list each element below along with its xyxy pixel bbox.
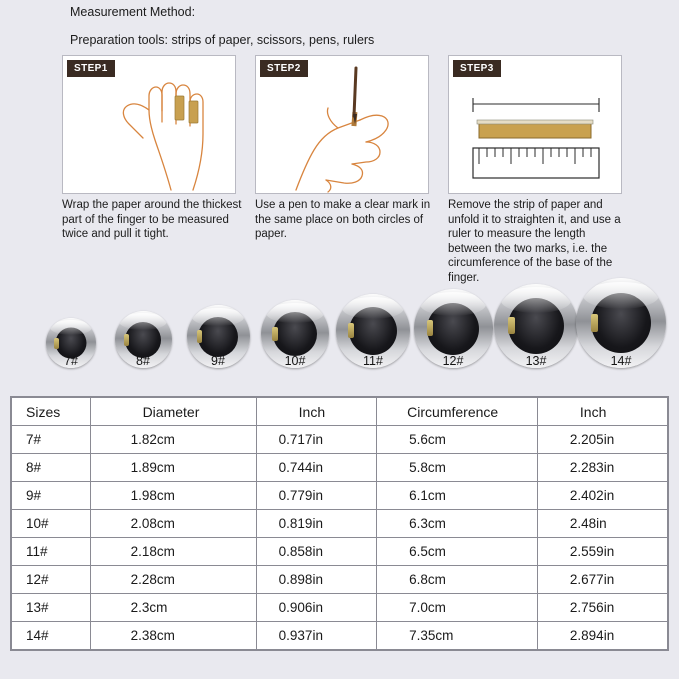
cell-diameter-inch: 0.717in <box>256 426 377 454</box>
cell-circumference-inch: 2.559in <box>537 538 667 566</box>
step1-illustration-hand-with-paper-strip <box>63 56 235 193</box>
step-card-1 <box>62 55 236 194</box>
ring-item-10 <box>256 300 334 368</box>
page-title: Measurement Method: <box>70 5 196 19</box>
cell-circumference-inch: 2.677in <box>537 566 667 594</box>
step-card-2 <box>255 55 429 194</box>
ring-label-14: 14# <box>610 354 632 368</box>
cell-circumference: 6.1cm <box>377 482 538 510</box>
steps-container <box>62 55 622 195</box>
ring-label-11: 11# <box>363 354 383 368</box>
ring-item-8 <box>108 311 178 368</box>
cell-size: 12# <box>12 566 91 594</box>
ring-item-9 <box>181 305 255 368</box>
cell-size: 8# <box>12 454 91 482</box>
ring-size-row <box>0 275 679 390</box>
cell-circumference: 7.0cm <box>377 594 538 622</box>
step-card-3 <box>448 55 622 194</box>
cell-circumference-inch: 2.48in <box>537 510 667 538</box>
table-header-row <box>12 398 668 426</box>
header-circumference: Circumference <box>377 398 538 426</box>
cell-circumference: 7.35cm <box>377 622 538 650</box>
ring-label-10: 10# <box>284 354 306 368</box>
ring-label-7: 7# <box>64 354 78 368</box>
step3-illustration-ruler-measuring-strip <box>449 56 621 193</box>
cell-diameter-inch: 0.898in <box>256 566 377 594</box>
cell-size: 11# <box>12 538 91 566</box>
cell-diameter-inch: 0.779in <box>256 482 377 510</box>
cell-size: 13# <box>12 594 91 622</box>
cell-circumference-inch: 2.402in <box>537 482 667 510</box>
cell-diameter-inch: 0.819in <box>256 510 377 538</box>
header-circumference-inch: Inch <box>537 398 667 426</box>
size-table <box>11 397 668 650</box>
cell-diameter: 2.08cm <box>90 510 256 538</box>
cell-circumference-inch: 2.283in <box>537 454 667 482</box>
ring-item-14 <box>575 278 667 368</box>
step2-caption: Use a pen to make a clear mark in the same place on both circles of paper. <box>255 199 431 240</box>
table-row <box>12 482 668 510</box>
ring-item-13 <box>492 284 580 368</box>
cell-circumference: 6.5cm <box>377 538 538 566</box>
header-diameter-inch: Inch <box>256 398 377 426</box>
ring-label-12: 12# <box>442 354 464 368</box>
cell-diameter: 2.18cm <box>90 538 256 566</box>
table-row <box>12 510 668 538</box>
ring-label-8: 8# <box>136 354 150 368</box>
cell-diameter: 1.82cm <box>90 426 256 454</box>
cell-circumference: 5.6cm <box>377 426 538 454</box>
cell-circumference-inch: 2.205in <box>537 426 667 454</box>
step1-caption: Wrap the paper around the thickest part of the finger to be measured twice and pull it tight. <box>62 199 242 240</box>
cell-circumference-inch: 2.756in <box>537 594 667 622</box>
step3-badge: STEP3 <box>453 60 501 77</box>
header-sizes: Sizes <box>12 398 91 426</box>
cell-circumference: 5.8cm <box>377 454 538 482</box>
ring-item-11 <box>332 294 414 368</box>
cell-diameter: 2.28cm <box>90 566 256 594</box>
cell-diameter-inch: 0.744in <box>256 454 377 482</box>
ring-label-13: 13# <box>525 354 547 368</box>
table-row <box>12 426 668 454</box>
ring-label-9: 9# <box>211 354 225 368</box>
cell-diameter: 2.38cm <box>90 622 256 650</box>
step2-illustration-pen-marking-paper <box>256 56 428 193</box>
cell-circumference: 6.3cm <box>377 510 538 538</box>
table-row <box>12 594 668 622</box>
cell-diameter-inch: 0.906in <box>256 594 377 622</box>
cell-size: 10# <box>12 510 91 538</box>
ring-item-12 <box>410 289 496 368</box>
cell-size: 14# <box>12 622 91 650</box>
step1-badge: STEP1 <box>67 60 115 77</box>
table-row <box>12 566 668 594</box>
cell-circumference-inch: 2.894in <box>537 622 667 650</box>
cell-size: 9# <box>12 482 91 510</box>
cell-circumference: 6.8cm <box>377 566 538 594</box>
ring-item-7 <box>38 318 104 368</box>
preparation-tools-text: Preparation tools: strips of paper, scissors, pens, rulers <box>70 33 375 47</box>
table-row <box>12 454 668 482</box>
header-diameter: Diameter <box>90 398 256 426</box>
size-table-container <box>10 396 669 651</box>
table-row <box>12 622 668 650</box>
cell-diameter: 2.3cm <box>90 594 256 622</box>
cell-diameter: 1.89cm <box>90 454 256 482</box>
cell-diameter-inch: 0.937in <box>256 622 377 650</box>
step2-badge: STEP2 <box>260 60 308 77</box>
cell-diameter: 1.98cm <box>90 482 256 510</box>
table-row <box>12 538 668 566</box>
step3-caption: Remove the strip of paper and unfold it to straighten it, and use a ruler to measure the length between the two marks, i.e. the circumference of the base of the finger. <box>448 199 621 284</box>
cell-size: 7# <box>12 426 91 454</box>
cell-diameter-inch: 0.858in <box>256 538 377 566</box>
